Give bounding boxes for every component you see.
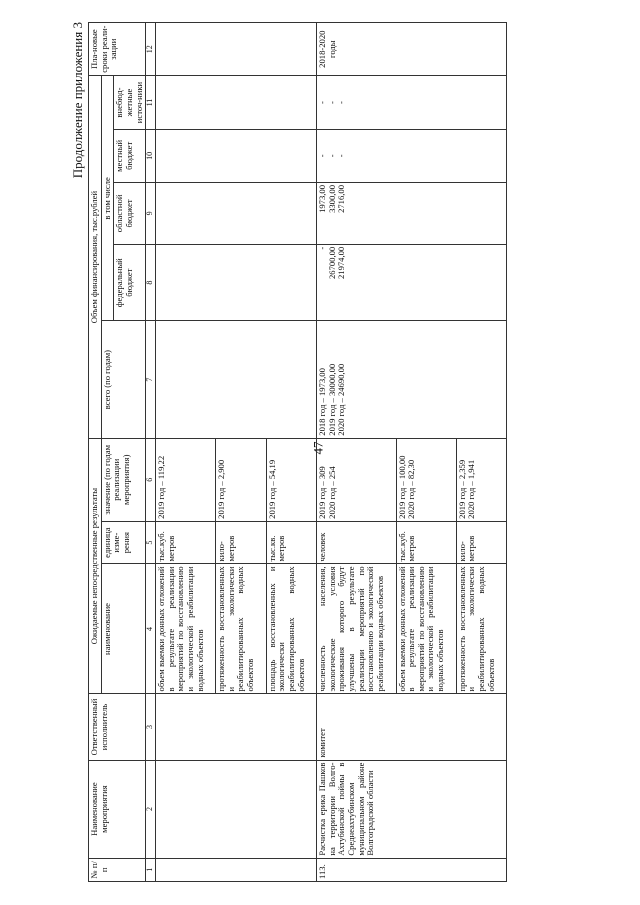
- column-number: 10: [146, 129, 156, 182]
- table-row-113: [317, 23, 396, 882]
- indicator-name: протяженность восстановленных и экологически реабилитированных водных объектов: [216, 564, 267, 694]
- table-row: [156, 23, 216, 882]
- indicator-unit: человек: [317, 521, 396, 564]
- indicator-value: 2019 год – 54,19: [266, 438, 317, 521]
- indicator-unit: тыс.кв. метров: [266, 521, 317, 564]
- indicator-value: 2019 год – 2,900: [216, 438, 267, 521]
- responsible-executor: комитет: [317, 694, 507, 760]
- header-federal: федеральный бюджет: [114, 244, 146, 321]
- financing-local: - - -: [317, 129, 507, 182]
- header-regional: областной бюджет: [114, 182, 146, 244]
- header-total: всего (по годам): [101, 321, 146, 438]
- column-number: 2: [146, 760, 156, 858]
- planned-terms: 2018-2020 годы: [317, 23, 507, 76]
- header-no: № п/п: [89, 858, 146, 881]
- header-responsible: Ответственный исполнитель: [89, 694, 146, 760]
- column-number: 12: [146, 23, 156, 76]
- header-value: значение (по годам реализации мероприятия): [101, 438, 146, 521]
- header-financing: Объем финансирования, тыс.рублей: [89, 76, 102, 438]
- indicator-value: 2019 год – 2,359 2020 год – 1,941: [456, 438, 507, 521]
- column-number: 6: [146, 438, 156, 521]
- rotated-page: [70, 22, 590, 882]
- header-offbudget: внебюд-жетные источ-ники: [114, 76, 146, 129]
- program-table: [88, 22, 507, 882]
- column-number: 5: [146, 521, 156, 564]
- header-local: местный бюджет: [114, 129, 146, 182]
- indicator-unit: тыс.куб. метров: [396, 521, 456, 564]
- header-planned-terms: Пла-новые сроки реали-зации: [89, 23, 146, 76]
- header-indicator-name: наименование: [101, 564, 146, 694]
- column-number: 8: [146, 244, 156, 321]
- indicator-name: объем выемки донных отложений в результате реализации мероприятий по восстановлению и экологической реабилитации водных объектов: [156, 564, 216, 694]
- indicator-unit: тыс.куб. метров: [156, 521, 216, 564]
- financing-federal: - 26700,00 21974,00: [317, 244, 507, 321]
- financing-offbudget: - - -: [317, 76, 507, 129]
- column-number: 4: [146, 564, 156, 694]
- page-number: 47: [310, 441, 326, 455]
- indicator-name: объем выемки донных отложений в результате реализации мероприятий по восстановлению и экологической реабилитации водных объектов: [396, 564, 456, 694]
- column-number: 1: [146, 858, 156, 881]
- header-name: Наименование мероприятия: [89, 760, 146, 858]
- indicator-name: площадь восстановленных и экологически реабилитированных водных объектов: [266, 564, 317, 694]
- header-including: в том числе: [101, 76, 114, 321]
- indicator-value: 2019 год – 100,00 2020 год – 82,30: [396, 438, 456, 521]
- continuation-label: Продолжение приложения 3: [70, 22, 85, 179]
- indicator-name: протяженность восстановленных и экологически реабилитированных водных объектов: [456, 564, 507, 694]
- column-number: 11: [146, 76, 156, 129]
- indicator-name: численность населения, экологические условия проживания которого будут улучшены в результате реализации мероприятий по восстановлению и экологической реабилитации водных объектов: [317, 564, 396, 694]
- indicator-unit: кило-метров: [456, 521, 507, 564]
- indicator-unit: кило-метров: [216, 521, 267, 564]
- row-number: 113.: [317, 858, 507, 881]
- financing-regional: 1973,00 3300,00 2716,00: [317, 182, 507, 244]
- indicator-value: 2019 год – 119,22: [156, 438, 216, 521]
- column-number: 7: [146, 321, 156, 438]
- financing-total: 2018 год – 1973,00 2019 год – 30000,00 2020 год – 24690,00: [317, 321, 507, 438]
- column-number: 3: [146, 694, 156, 760]
- header-expected-results: Ожидаемые непосредственные результаты: [89, 438, 102, 694]
- measure-name: Расчистка ерика Пашков на территории Волго-Ахтубинской поймы в Среднеахтубинском муниципальном районе Волгоградской области: [317, 760, 507, 858]
- header-unit: единица изме-рения: [101, 521, 146, 564]
- indicator-value: 2019 год – 309 2020 год – 254: [317, 438, 396, 521]
- column-number: 9: [146, 182, 156, 244]
